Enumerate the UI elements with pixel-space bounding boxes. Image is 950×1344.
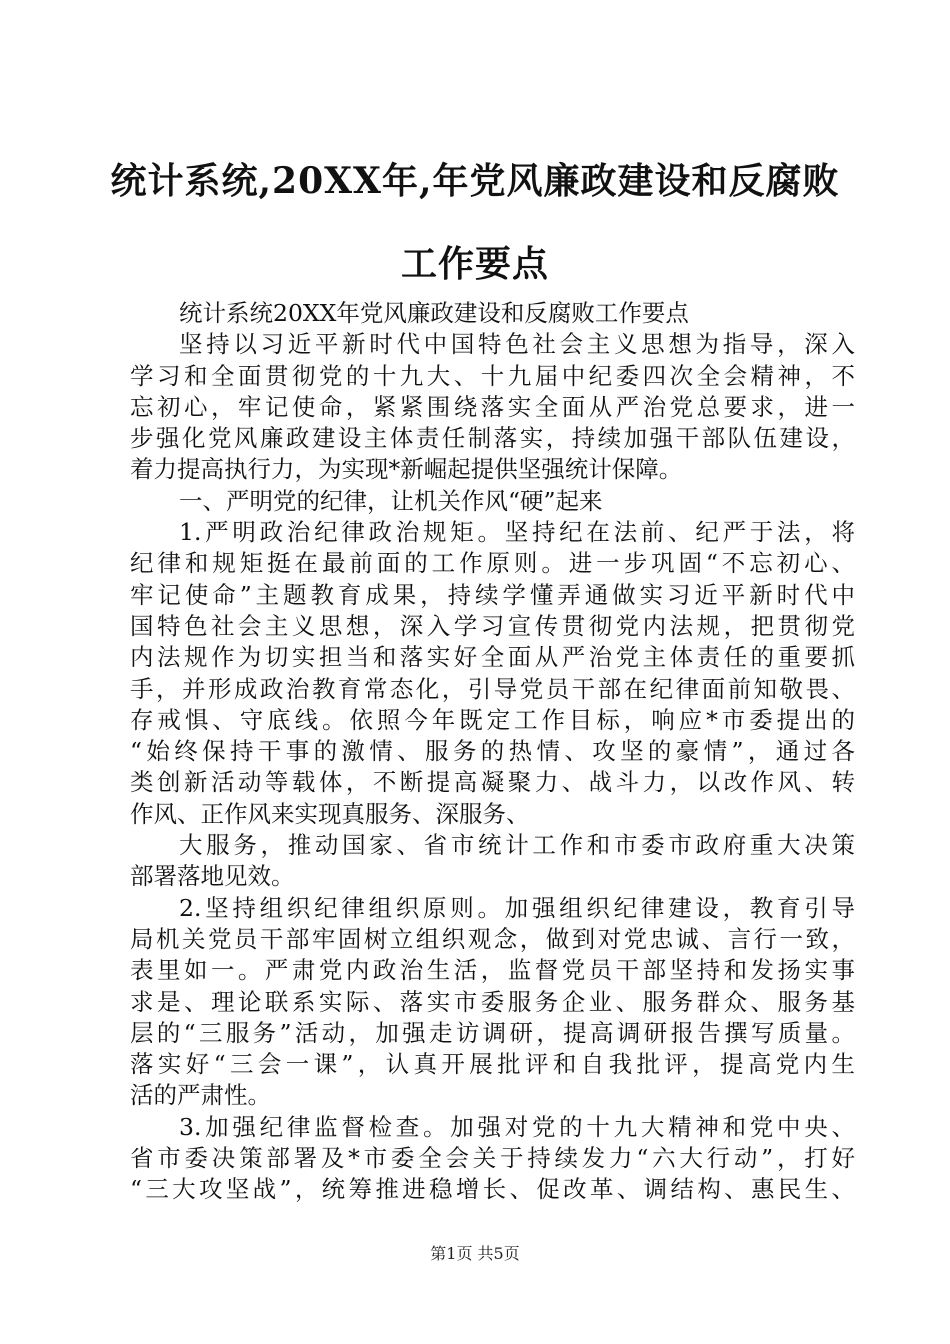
body-line: 类创新活动等载体，不断提高凝聚力、战斗力，以改作风、转 [130,768,855,797]
body-line: “始终保持干事的激情、服务的热情、攻坚的豪情”，通过各 [130,737,855,766]
body-line: 手，并形成政治教育常态化，引导党员干部在纪律面前知敬畏、 [130,674,855,703]
body-line: 忘初心，牢记使命，紧紧围绕落实全面从严治党总要求，进一 [130,392,855,421]
body-line: 作风、正作风来实现真服务、深服务、 [130,799,530,828]
body-line: 层的“三服务”活动，加强走访调研，提高调研报告撰写质量。 [130,1018,855,1047]
body-line: 一、严明党的纪律，让机关作风“硬”起来 [179,486,603,515]
body-line: 表里如一。严肃党内政治生活，监督党员干部坚持和发扬实事 [130,956,855,985]
body-line: 国特色社会主义思想，深入学习宣传贯彻党内法规，把贯彻党 [130,611,855,640]
body-line: 学习和全面贯彻党的十九大、十九届中纪委四次全会精神，不 [130,361,855,390]
page-footer: 第1页 共5页 [430,1244,520,1263]
body-line: 着力提高执行力，为实现*新崛起提供坚强统计保障。 [130,455,683,484]
body-line: 纪律和规矩挺在最前面的工作原则。进一步巩固“不忘初心、 [130,549,855,578]
document-title-line-2: 工作要点 [400,243,549,285]
body-line: 统计系统20XX年党风廉政建设和反腐败工作要点 [179,299,689,327]
body-line: 3.加强纪律监督检查。加强对党的十九大精神和党中央、 [179,1112,855,1141]
body-line: 1.严明政治纪律政治规矩。坚持纪在法前、纪严于法，将 [179,518,855,547]
body-line: 求是、理论联系实际、落实市委服务企业、服务群众、服务基 [130,987,855,1016]
body-line: 牢记使命”主题教育成果，持续学懂弄通做实习近平新时代中 [130,580,855,609]
document-body [130,298,855,1206]
body-line: 内法规作为切实担当和落实好全面从严治党主体责任的重要抓 [130,643,855,672]
body-line: “三大攻坚战”，统筹推进稳增长、促改革、调结构、惠民生、 [130,1175,855,1204]
body-line: 2.坚持组织纪律组织原则。加强组织纪律建设，教育引导 [179,893,855,922]
body-line: 活的严肃性。 [130,1081,271,1110]
body-line: 步强化党风廉政建设主体责任制落实，持续加强干部队伍建设， [130,424,855,453]
body-line: 落实好“三会一课”，认真开展批评和自我批评，提高党内生 [130,1050,855,1079]
body-line: 部署落地见效。 [130,862,295,891]
body-line: 省市委决策部署及*市委全会关于持续发力“六大行动”，打好 [130,1144,855,1173]
body-line: 局机关党员干部牢固树立组织观念，做到对党忠诚、言行一致， [130,924,855,953]
document-title-line-1: 统计系统,20XX年,年党风廉政建设和反腐败 [110,160,840,202]
body-line: 存戒惧、守底线。依照今年既定工作目标，响应*市委提出的 [130,705,855,734]
body-line: 坚持以习近平新时代中国特色社会主义思想为指导，深入 [179,330,855,359]
body-line: 大服务，推动国家、省市统计工作和市委市政府重大决策 [179,831,855,860]
